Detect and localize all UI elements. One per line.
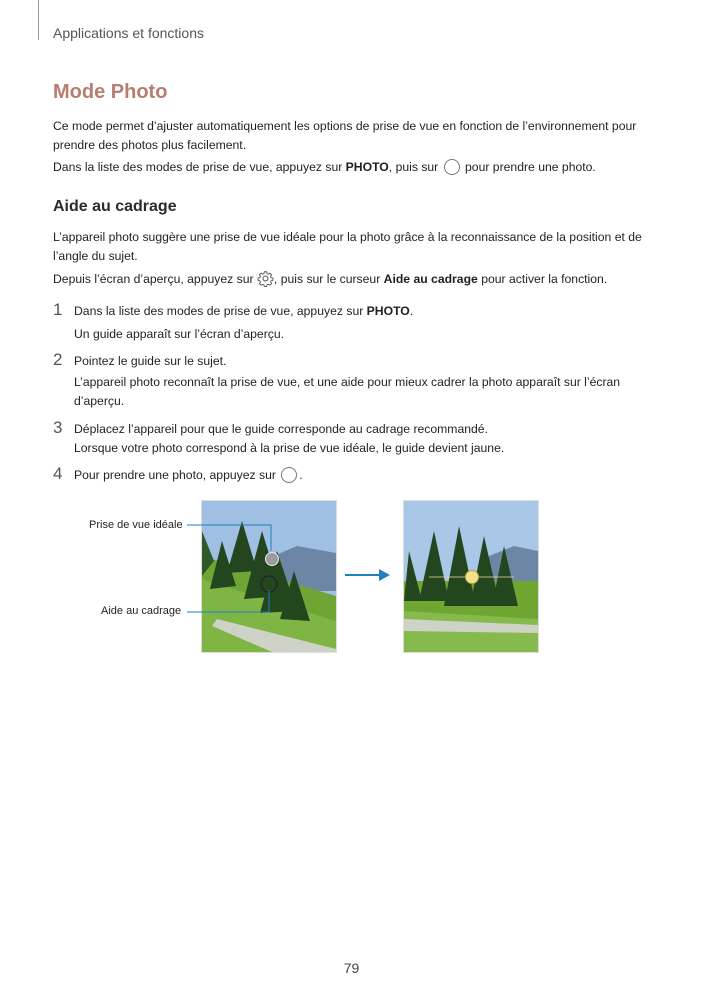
mode-photo-instruction	[53, 158, 653, 177]
step-detail: Un guide apparaît sur l’écran d’aperçu.	[74, 327, 285, 341]
instruction-text: Dans la liste des modes de prise de vue, appuyez sur	[53, 160, 346, 174]
shutter-button-icon	[444, 159, 460, 175]
step-line	[74, 466, 654, 485]
instruction-text: pour activer la fonction.	[477, 272, 608, 286]
step-detail: L’appareil photo reconnaît la prise de vue, et une aide pour mieux cadrer la photo apparaît sur l’écran d’aperçu.	[74, 375, 621, 408]
step-number: 1	[53, 300, 63, 319]
step-text: .	[299, 468, 303, 482]
page-number: 79	[343, 960, 360, 976]
callout-leader-lines	[185, 520, 275, 620]
step-number: 2	[53, 350, 63, 369]
shutter-button-icon	[281, 467, 297, 483]
instruction-text: Depuis l’écran d’aperçu, appuyez sur	[53, 272, 257, 286]
photo-mode-label: PHOTO	[366, 304, 410, 318]
step-text: .	[409, 304, 414, 318]
callout-ideal-label: Prise de vue idéale	[89, 519, 183, 531]
step-number: 3	[53, 418, 63, 437]
step-detail: Lorsque votre photo correspond à la prise de vue idéale, le guide devient jaune.	[74, 441, 505, 455]
arrow-right-icon	[345, 567, 391, 583]
step-text: Dans la liste des modes de prise de vue, appuyez sur	[74, 304, 367, 318]
running-header: Applications et fonctions	[53, 25, 204, 41]
step-text: Pour prendre une photo, appuyez sur	[74, 468, 280, 482]
instruction-text: , puis sur	[388, 160, 442, 174]
section-title: Mode Photo	[53, 81, 168, 103]
step-number: 4	[53, 464, 63, 483]
step-line	[74, 302, 654, 321]
aide-instruction	[53, 270, 663, 289]
margin-rule	[38, 0, 39, 40]
callout-guide-label: Aide au cadrage	[101, 605, 182, 617]
step-line: Pointez le guide sur le sujet.	[74, 354, 227, 368]
subsection-title: Aide au cadrage	[53, 198, 177, 215]
aide-cadrage-label: Aide au cadrage	[383, 272, 478, 286]
photo-mode-label: PHOTO	[345, 160, 389, 174]
instruction-text: , puis sur le curseur	[273, 272, 384, 286]
preview-photo-after	[403, 500, 539, 653]
aide-intro: L’appareil photo suggère une prise de vue idéale pour la photo grâce à la reconnaissance de la position et de l’angle du sujet.	[53, 230, 642, 263]
mode-photo-intro: Ce mode permet d’ajuster automatiquement les options de prise de vue en fonction de l’environnement pour prendre des photos plus facilement.	[53, 119, 637, 152]
step-line: Déplacez l’appareil pour que le guide corresponde au cadrage recommandé.	[74, 422, 488, 436]
settings-gear-icon	[257, 270, 274, 287]
instruction-text: pour prendre une photo.	[461, 160, 596, 174]
